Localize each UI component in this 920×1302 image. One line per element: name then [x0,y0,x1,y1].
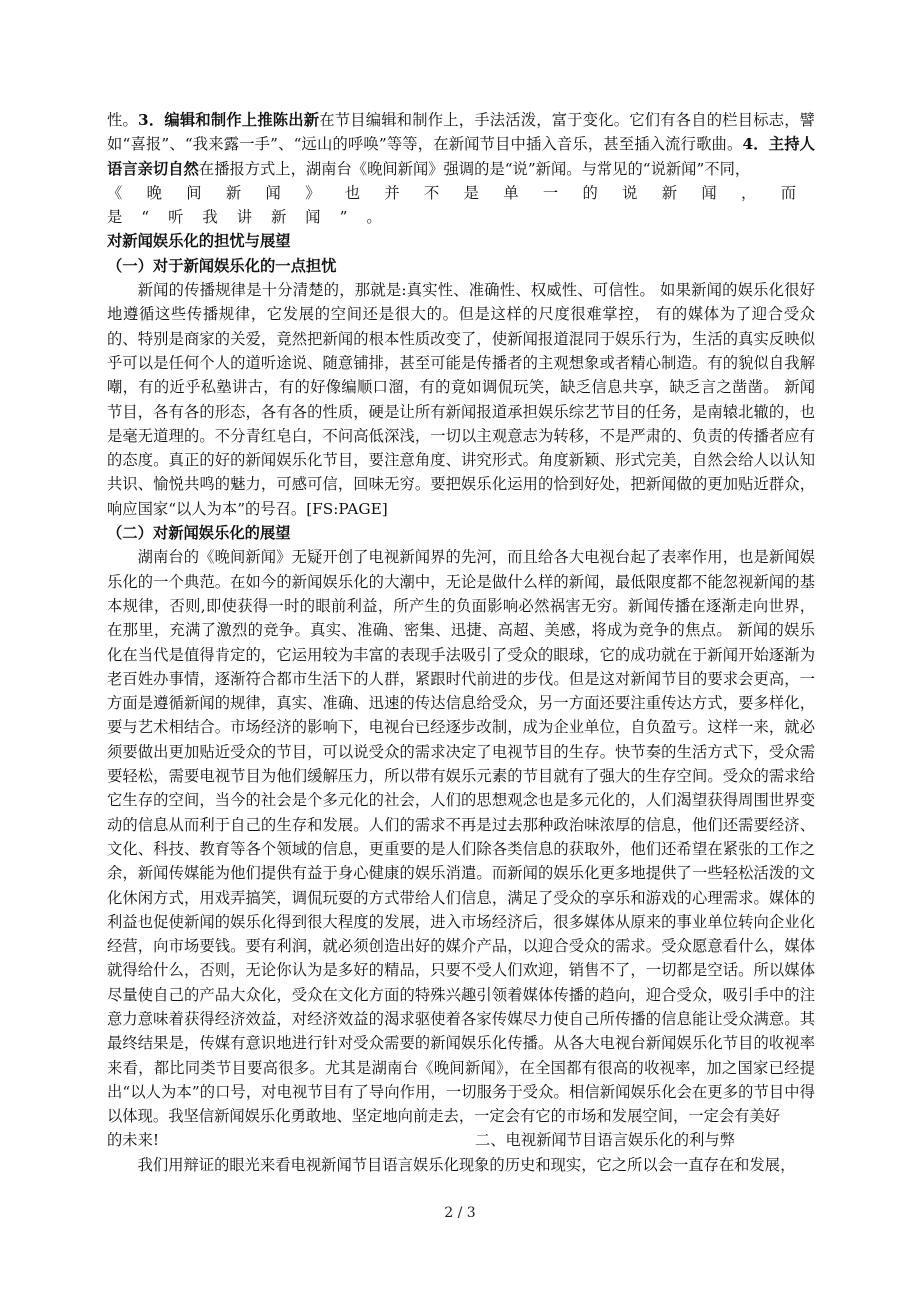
subsection-body-2: 湖南台的《晚间新闻》无疑开创了电视新闻界的先河，而且给各大电视台起了表率作用，也是新闻娱乐化的一个典范。在如今的新闻娱乐化的大潮中，无论是做什么样的新闻，最低限度都不能忽视新闻的基本规律，否则,即使获得一时的眼前利益，所产生的负面影响必然祸害无穷。新闻传播在逐渐走向世界，在那里，充满了激烈的竞争。真实、准确、密集、迅捷、高超、美感，将成为竞争的焦点。 新闻的娱乐化在当代是值得肯定的，它运用较为丰富的表现手法吸引了受众的眼球，它的成功就在于新闻开始逐渐为老百姓办事情，逐渐符合都市生活下的人群，紧跟时代前进的步伐。但是这对新闻节目的要求会更高，一方面是遵循新闻的规律，真实、准确、迅速的传达信息给受众，另一方面还要注重传达方式，要多样化，要与艺术相结合。市场经济的影响下，电视台已经逐步改制，成为企业单位，自负盈亏。这样一来，就必须要做出更加贴近受众的节目，可以说受众的需求决定了电视节目的生存。快节奏的生活方式下，受众需要轻松，需要电视节目为他们缓解压力，所以带有娱乐元素的节目就有了强大的生存空间。受众的需求给它生存的空间，当今的社会是个多元化的社会，人们的思想观念也是多元化的，人们渴望获得周围世界变动的信息从而利于自己的生存和发展。人们的需求不再是过去那种政治味浓厚的信息，他们还需要经济、文化、科技、教育等各个领域的信息，更重要的是人们除各类信息的获取外，他们还希望在紧张的工作之余，新闻传媒能为他们提供有益于身心健康的娱乐消遣。而新闻的娱乐化更多地提供了一些轻松活泼的文化休闲方式，用戏弄搞笑，调侃玩耍的方式带给人们信息，满足了受众的享乐和游戏的心理需求。媒体的利益也促使新闻的娱乐化得到很大程度的发展，进入市场经济后，很多媒体从原来的事业单位转向企业化经营，向市场要钱。要有利润，就必须创造出好的媒介产品，以迎合受众的需求。受众愿意看什么，媒体就得给什么，否则，无论你认为是多好的精品，只要不受人们欢迎，销售不了，一切都是空话。所以媒体尽量使自己的产品大众化，受众在文化方面的特殊兴趣引领着媒体传播的趋向，迎合受众，吸引手中的注意力意味着获得经济效益，对经济效益的渴求驱使着各家传媒尽力使自己所传播的信息能让受众满意。其最终结果是，传媒有意识地进行针对受众需要的新闻娱乐化传播。从各大电视台新闻娱乐化节目的收视率来看，都比同类节目要高很多。尤其是湖南台《晚间新闻》，在全国都有很高的收视率，加之国家已经提出“以人为本”的口号，对电视节目有了导向作用，一切服务于受众。相信新闻娱乐化会在更多的节目中得以体现。我坚信新闻娱乐化勇敢地、坚定地向前走去，一定会有它的市场和发展空间，一定会有美好 [107,548,815,1126]
subsection-title-1: （一）对于新闻娱乐化的一点担忧 [107,256,337,275]
document-body [107,108,815,1177]
page-number: 2 / 3 [444,1205,476,1221]
section-title: 对新闻娱乐化的担忧与展望 [107,232,291,251]
intro-heading-4: 4．主持人语言亲切自然 [107,135,815,178]
closing-text: 的未来! [107,1131,160,1150]
intro-heading-3: 3．编辑和制作上推陈出新 [138,111,320,129]
subsection-body-1: 新闻的传播规律是十分清楚的，那就是:真实性、准确性、权威性、可信性。 如果新闻的娱乐化很好地遵循这些传播规律，它发展的空间还是很大的。但是这样的尺度很难掌控， 有的媒体为了迎合受众的、特别是商家的关爱，竟然把新闻的根本性质改变了，使新闻报道混同于娱乐行为，生活的真实反映似乎可以是任何个人的道听途说、随意铺排，甚至可能是传播者的主观想象或者精心制造。有的貌似自我解嘲，有的近乎私塾讲古，有的好像编顺口溜，有的竟如调侃玩笑，缺乏信息共享，缺乏言之凿凿。 新闻节目，各有各的形态，各有各的性质，硬是让所有新闻报道承担娱乐综艺节目的任务，是南辕北辙的，也是毫无道理的。不分青红皂白，不问高低深浅，一切以主观意志为转移，不是严肃的、负责的传播者应有的态度。真正的好的新闻娱乐化节目，要注意角度、讲究形式。角度新颖、形式完美，自然会给人以认知共识、愉悦共鸣的魅力，可感可信，回味无穷。要把娱乐化运用的恰到好处，把新闻做的更加贴近群众，响应国家“以人为本”的号召。[FS:PAGE] [107,281,815,518]
subsection-title-2: （二）对新闻娱乐化的展望 [107,524,291,543]
intro-text-c: 在节目编辑和制作上，手法活泼，富于变化。它们有各自的栏目标志，譬如“喜报”、“我来露一手”、“远山的呼唤”等等，在新闻节目中插入音乐，甚至插入流行歌曲。 [107,111,815,154]
next-section-title: 二、电视新闻节目语言娱乐化的利与弊 [474,1131,735,1150]
intro-spaced-line: 《晚间新闻》也并不是单一的说新闻，而是“听我讲新闻”。 [107,183,815,227]
intro-text-a: 性。 [107,111,138,129]
intro-text-e: 在播报方式上，湖南台《晚间新闻》强调的是“说”新闻。与常见的“说新闻”不同， [198,159,751,178]
closing-line [107,1128,815,1152]
next-section-body: 我们用辩证的眼光来看电视新闻节目语言娱乐化现象的历史和现实，它之所以会一直存在和发展， [137,1155,796,1174]
intro-paragraph [107,108,815,181]
